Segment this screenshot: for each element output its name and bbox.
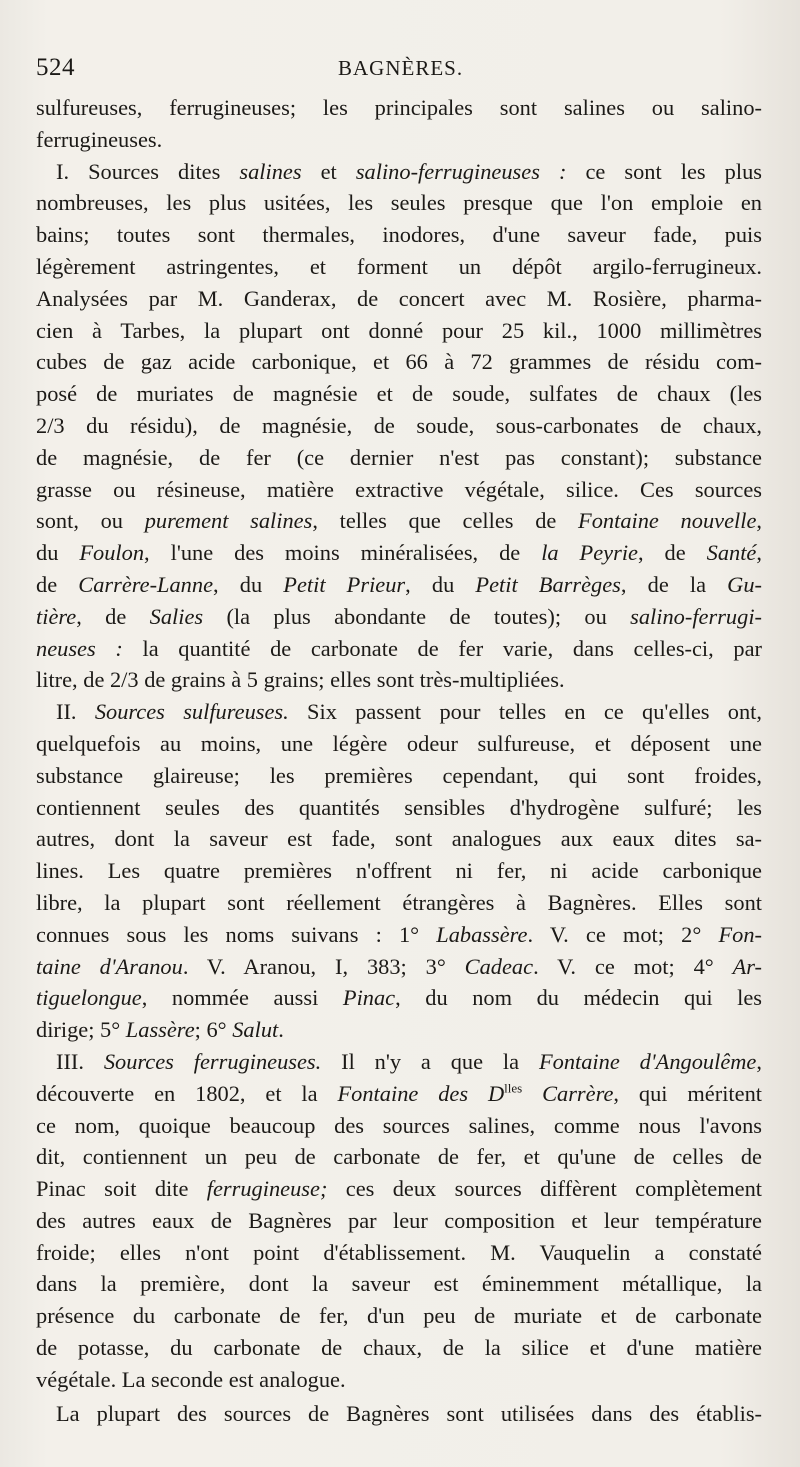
text-line (36, 1205, 762, 1237)
text-line (36, 1046, 762, 1078)
italic-text: Fon- (718, 921, 762, 947)
text-segment: , (756, 540, 762, 566)
text-segment: , du nom du médecin qui les (395, 985, 762, 1011)
text-line (36, 1300, 762, 1332)
text-segment: légèrement astringentes, et forment un dépôt argilo-ferrugineux. (36, 253, 762, 279)
text-segment: ferrugineuses. (36, 126, 163, 152)
text-segment: Pinac soit dite (36, 1176, 207, 1202)
text-segment: . V. ce mot; 4° (533, 953, 733, 979)
italic-text: la Peyrie (541, 540, 638, 566)
text-line (36, 919, 762, 951)
text-line (36, 537, 762, 569)
italic-text: Gu- (727, 571, 762, 597)
text-segment: de potasse, du carbonate de chaux, de la silice et d'une matière (36, 1335, 762, 1361)
text-line (36, 251, 762, 283)
text-line (36, 569, 762, 601)
text-segment: Analysées par M. Ganderax, de concert avec M. Rosière, pharma- (36, 285, 762, 311)
italic-text: Santé (706, 540, 757, 566)
text-line (36, 283, 762, 315)
text-segment: litre, de 2/3 de grains à 5 grains; elles sont très-multipliées. (36, 667, 565, 693)
text-segment: 2/3 du résidu), de magnésie, de soude, sous-carbonates de chaux, (36, 412, 762, 438)
text-line (36, 442, 762, 474)
text-segment: ce sont les plus (566, 158, 762, 184)
italic-text: salines (239, 158, 302, 184)
text-segment: . (278, 1017, 284, 1043)
text-line (36, 1141, 762, 1173)
text-segment: découverte en 1802, et la (36, 1080, 338, 1106)
text-segment: , de la (620, 571, 728, 597)
italic-text: Fontaine des D (337, 1080, 505, 1106)
italic-text: Foulon (79, 540, 145, 566)
text-line (36, 1078, 762, 1110)
text-segment: bains; toutes sont thermales, inodores, d'une saveur fade, puis (36, 222, 762, 248)
text-segment: et (301, 158, 356, 184)
text-segment: (la plus abondante de toutes); ou (203, 603, 631, 629)
text-line (36, 1110, 762, 1142)
text-segment: . V. Aranou, I, 383; 3° (182, 953, 465, 979)
text-line (36, 1396, 762, 1432)
text-line (36, 601, 762, 633)
text-line (36, 823, 762, 855)
italic-text: tière (36, 603, 77, 629)
text-line (36, 696, 762, 728)
text-segment: II. (56, 699, 95, 725)
text-segment: nombreuses, les plus usitées, les seules presque que l'on emploie en (36, 190, 762, 216)
text-line (36, 474, 762, 506)
text-line (36, 664, 762, 696)
text-segment: , telles que celles de (312, 508, 579, 534)
italic-text: Labassère (436, 921, 528, 947)
text-segment: lines. Les quatre premières n'offrent ni fer, ni acide carbonique (36, 858, 762, 884)
text-segment: , du (405, 571, 476, 597)
text-segment: , du (213, 571, 284, 597)
body-text (36, 92, 762, 1432)
superscript-text: lles (504, 1080, 523, 1096)
text-segment: la quantité de carbonate de fer varie, dans celles-ci, par (122, 635, 762, 661)
italic-text: Sources sulfureuses. (94, 699, 289, 725)
text-line (36, 1237, 762, 1269)
italic-text: Pinac (342, 985, 396, 1011)
text-segment: libre, la plupart sont réellement étrangères à Bagnères. Elles sont (36, 889, 762, 915)
text-segment: , de (637, 540, 707, 566)
text-segment: contiennent seules des quantités sensibles d'hydrogène sulfuré; les (36, 794, 762, 820)
text-line (36, 951, 762, 983)
text-line (36, 219, 762, 251)
text-segment: ces deux sources diffèrent complètement (327, 1176, 762, 1202)
page-number: 524 (36, 54, 75, 81)
text-segment: des autres eaux de Bagnères par leur composition et leur température (36, 1207, 762, 1233)
italic-text: Salut (232, 1017, 279, 1043)
text-segment: dirige; 5° (36, 1017, 126, 1043)
italic-text: Sources ferrugineuses. (103, 1048, 322, 1074)
text-segment: La plupart des sources de Bagnères sont utilisées dans des établis- (56, 1400, 762, 1426)
italic-text: Carrère-Lanne (78, 571, 214, 597)
text-segment: cubes de gaz acide carbonique, et 66 à 72 grammes de résidu com- (36, 349, 762, 375)
text-line (36, 378, 762, 410)
text-line (36, 887, 762, 919)
text-segment: Six passent pour telles en ce qu'elles ont, (288, 699, 762, 725)
text-segment: végétale. La seconde est analogue. (36, 1366, 346, 1392)
italic-text: Ar- (732, 953, 762, 979)
text-segment: de (36, 571, 79, 597)
text-line (36, 982, 762, 1014)
text-segment: , (756, 508, 762, 534)
text-segment: , l'une des moins minéralisées, de (144, 540, 542, 566)
text-line (36, 760, 762, 792)
text-segment: froide; elles n'ont point d'établissement. M. Vauquelin a constaté (36, 1239, 762, 1265)
italic-text: taine d'Aranou (36, 953, 183, 979)
text-line (36, 1173, 762, 1205)
text-segment: substance glaireuse; les premières cependant, qui sont froides, (36, 762, 762, 788)
text-line (36, 187, 762, 219)
italic-text: neuses : (36, 635, 123, 661)
italic-text: salino-ferrugineuses : (355, 158, 567, 184)
text-segment: I. Sources dites (56, 158, 240, 184)
text-segment: , (756, 1048, 762, 1074)
text-segment: de magnésie, de fer (ce dernier n'est pas constant); substance (36, 444, 762, 470)
text-line (36, 315, 762, 347)
italic-text: Salies (149, 603, 204, 629)
text-segment: . V. ce mot; 2° (527, 921, 719, 947)
italic-text: Petit Prieur (283, 571, 406, 597)
text-line (36, 410, 762, 442)
italic-text: purement salines (144, 508, 313, 534)
italic-text: Petit Barrèges (475, 571, 621, 597)
italic-text: Lassère (125, 1017, 195, 1043)
text-segment: ; 6° (194, 1017, 233, 1043)
text-segment: présence du carbonate de fer, d'un peu de muriate et de carbonate (36, 1303, 762, 1329)
italic-text: tiguelongue (36, 985, 142, 1011)
text-segment: sont, ou (36, 508, 145, 534)
italic-text: salino-ferrugi- (630, 603, 762, 629)
text-segment: Il n'y a que la (321, 1048, 539, 1074)
running-title: BAGNÈRES. (338, 56, 464, 80)
text-segment: dit, contiennent un peu de carbonate de fer, et qu'une de celles de (36, 1144, 762, 1170)
text-line (36, 505, 762, 537)
text-line (36, 1014, 762, 1046)
text-segment: III. (56, 1048, 104, 1074)
italic-text: Carrère (522, 1080, 614, 1106)
text-line (36, 855, 762, 887)
text-line (36, 124, 762, 156)
italic-text: Cadeac (464, 953, 534, 979)
page-header (36, 52, 762, 92)
text-line (36, 1268, 762, 1300)
text-line (36, 1364, 762, 1396)
italic-text: ferrugineuse; (206, 1176, 328, 1202)
text-segment: , qui méritent (613, 1080, 762, 1106)
text-segment: posé de muriates de magnésie et de soude, sulfates de chaux (les (36, 381, 762, 407)
text-segment: dans la première, dont la saveur est éminemment métallique, la (36, 1271, 762, 1297)
text-segment: quelquefois au moins, une légère odeur sulfureuse, et déposent une (36, 730, 762, 756)
text-segment: , nommée aussi (141, 985, 343, 1011)
text-segment: connues sous les noms suivans : 1° (36, 921, 437, 947)
text-line (36, 792, 762, 824)
text-line (36, 728, 762, 760)
italic-text: Fontaine d'Angoulême (538, 1048, 757, 1074)
text-line (36, 156, 762, 188)
text-segment: , de (76, 603, 150, 629)
italic-text: Fontaine nouvelle (578, 508, 757, 534)
text-line (36, 92, 762, 124)
text-line (36, 633, 762, 665)
text-segment: sulfureuses, ferrugineuses; les principales sont salines ou salino- (36, 95, 762, 120)
text-segment: autres, dont la saveur est fade, sont analogues aux eaux dites sa- (36, 826, 762, 852)
text-line (36, 1332, 762, 1364)
text-segment: cien à Tarbes, la plupart ont donné pour 25 kil., 1000 millimètres (36, 317, 762, 343)
text-line (36, 346, 762, 378)
text-segment: grasse ou résineuse, matière extractive végétale, silice. Ces sources (36, 476, 762, 502)
text-segment: ce nom, quoique beaucoup des sources salines, comme nous l'avons (36, 1112, 762, 1138)
text-segment: du (36, 540, 80, 566)
